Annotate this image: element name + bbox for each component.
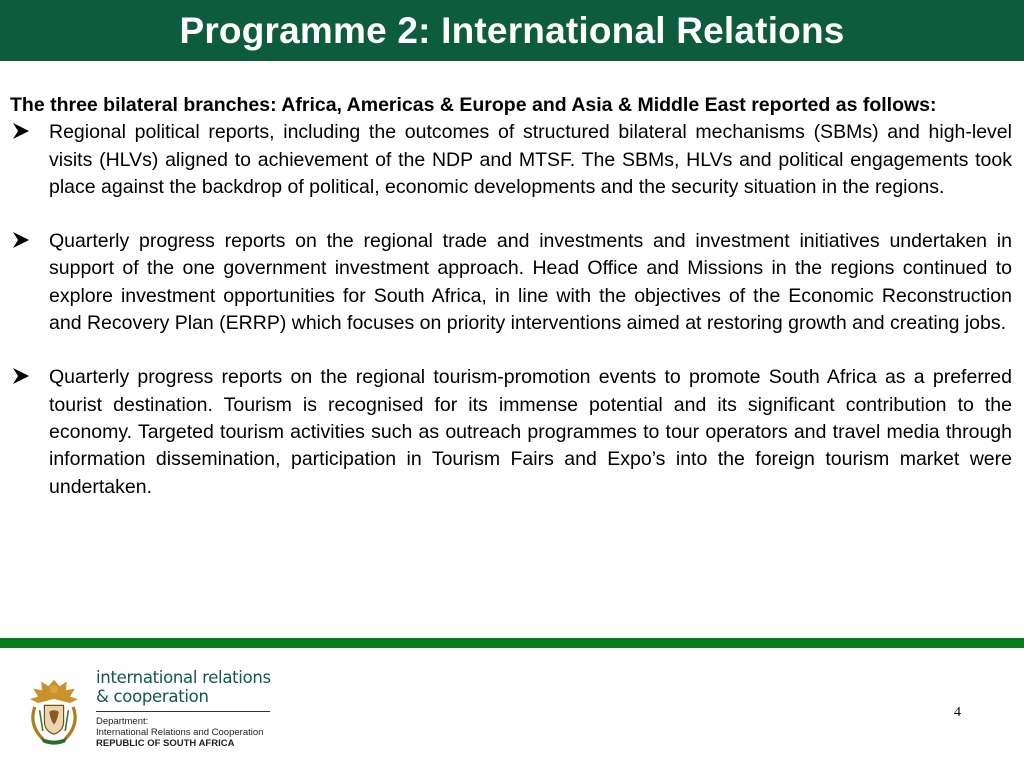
slide-title: Programme 2: International Relations	[179, 9, 845, 51]
arrowhead-bullet-icon	[12, 122, 30, 140]
bullet-item	[10, 364, 1012, 500]
intro-text: The three bilateral branches: Africa, Americas & Europe and Asia & Middle East reported as follows:	[10, 94, 937, 116]
bullet-text: Quarterly progress reports on the regional tourism-promotion events to promote South Africa as a preferred tourist destination. Tourism is recognised for its immense potential and its significant contribution to the economy. Targeted tourism activities such as outreach programmes to tour operators and travel media through information dissemination, participation in Tourism Fairs and Expo’s into the foreign tourism market were undertaken.	[49, 366, 1012, 498]
wordmark-rule	[96, 711, 270, 712]
country-name: REPUBLIC OF SOUTH AFRICA	[96, 738, 235, 749]
bullet-text: Quarterly progress reports on the regional trade and investments and investment initiatives undertaken in support of the one government investment approach. Head Office and Missions in the regions continued to explore investment opportunities for South Africa, in line with the objectives of the Economic Reconstruction and Recovery Plan (ERRP) which focuses on priority interventions aimed at restoring growth and creating jobs.	[49, 230, 1012, 335]
bullet-text: Regional political reports, including the outcomes of structured bilateral mechanisms (SBMs) and high-level visits (HLVs) aligned to achievement of the NDP and MTSF. The SBMs, HLVs and political engagements took place against the backdrop of political, economic developments and the security situation in the regions.	[49, 121, 1012, 198]
coat-of-arms-icon	[22, 668, 86, 754]
page-number: 4	[954, 705, 961, 720]
bullet-item	[10, 119, 1012, 201]
bottom-divider	[0, 638, 1024, 648]
department-name: International Relations and Cooperation	[96, 727, 264, 738]
bullet-item	[10, 228, 1012, 337]
department-label: Department:	[96, 716, 149, 727]
department-wordmark	[96, 668, 276, 749]
arrowhead-bullet-icon	[12, 231, 30, 249]
brand-line-1: international relations	[96, 668, 271, 687]
title-bar	[0, 0, 1024, 61]
slide-body	[10, 92, 1012, 501]
arrowhead-bullet-icon	[12, 367, 30, 385]
brand-line-2: & cooperation	[96, 687, 209, 706]
